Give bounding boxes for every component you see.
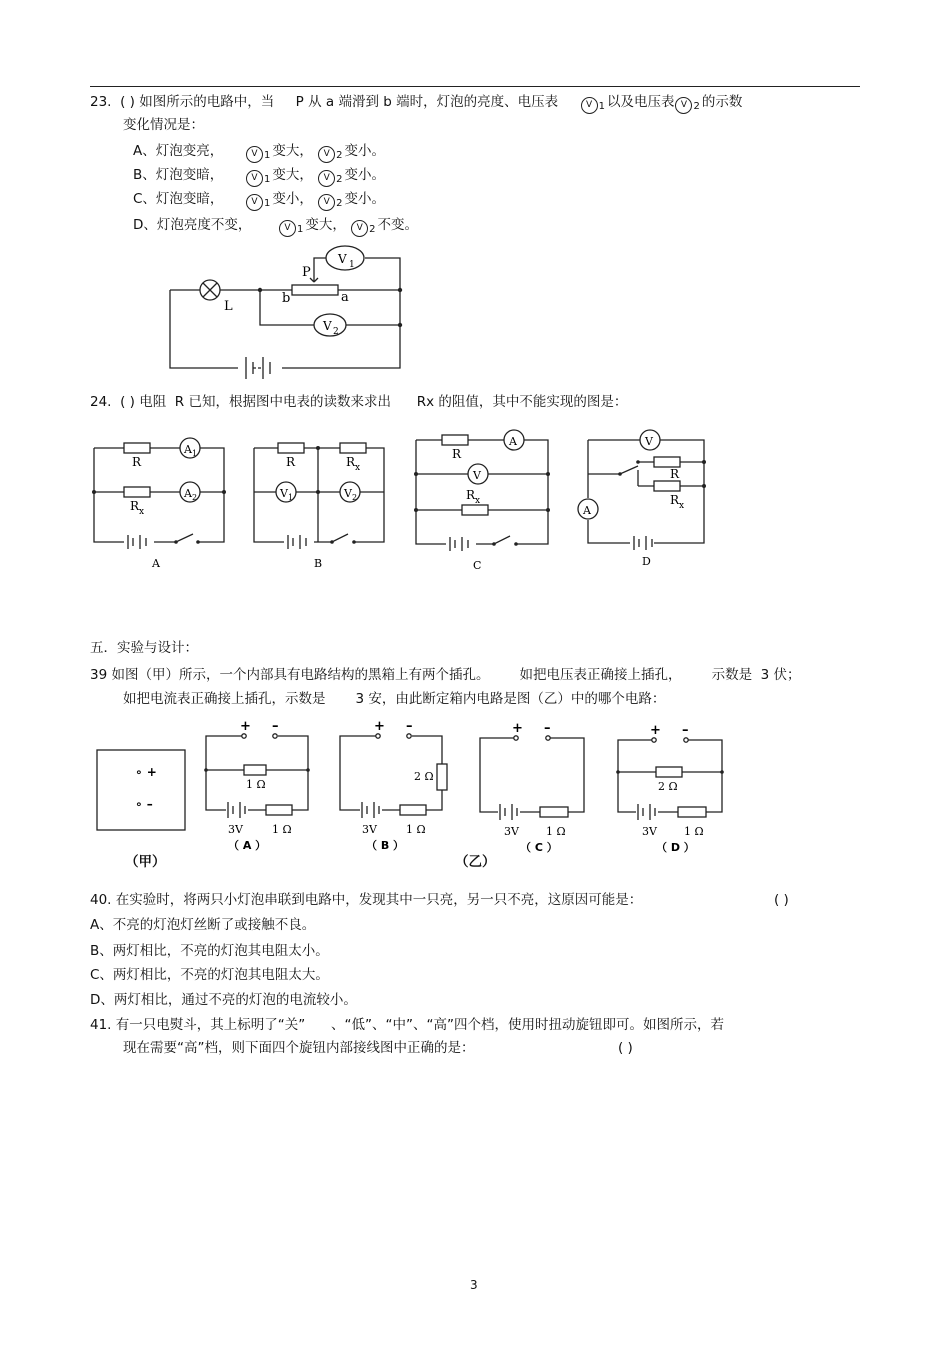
svg-text:A: A (583, 504, 591, 517)
voltmeter-icon: V (246, 194, 263, 211)
svg-text:1: 1 (349, 260, 355, 270)
minus-socket: ∘ – (135, 797, 153, 811)
q39-line2: 如把电流表正确接上插孔，示数是 3 安，由此断定箱内电路是图（乙）中的哪个电路： (123, 691, 666, 707)
svg-text:2: 2 (192, 493, 198, 502)
svg-text:R: R (670, 493, 680, 507)
v2-label: V (323, 319, 332, 333)
q23-line1: 23. ( ) 如图所示的电路中，当 P 从 a 端滑到 b 端时，灯泡的亮度、电压表 V $_1$ 以及电压表 V $_2$ 的示数 (90, 94, 743, 112)
voltmeter-icon: V (246, 170, 263, 187)
v1-label: V (338, 252, 347, 266)
caption-yi: （乙） (455, 854, 496, 870)
q24-stem: 24. ( ) 电阻 R 已知，根据图中电表的读数来求出 Rx 的阻值，其中不能实现的图是： (90, 394, 628, 410)
plus-socket: ∘ + (135, 765, 157, 779)
svg-text:+: + (650, 723, 661, 738)
end-b-label: b (282, 291, 291, 306)
q39-line1: 39 如图（甲）所示，一个内部具有电路结构的黑箱上有两个插孔。 如把电压表正确接上插孔， 示数是 3 伏； (90, 667, 801, 683)
svg-text:+: + (374, 719, 385, 734)
svg-text:R: R (670, 467, 680, 481)
svg-text:3V: 3V (228, 823, 243, 836)
voltmeter-icon: V (318, 146, 335, 163)
svg-text:+: + (512, 721, 523, 736)
svg-text:R: R (346, 455, 356, 469)
q39-circuit-b (334, 718, 452, 854)
end-a-label: a (341, 290, 349, 305)
svg-text:A: A (184, 487, 192, 500)
voltmeter-icon: V (279, 220, 296, 237)
svg-text:2: 2 (333, 327, 339, 337)
svg-text:V: V (473, 469, 481, 482)
q41-answer-paren: ( ) (618, 1040, 633, 1056)
q23-option-c: C、灯泡变暗， V $_1$ 变小， V $_2$ 变小。 (133, 191, 386, 209)
q24-figure-c (410, 426, 558, 572)
svg-text:1: 1 (288, 493, 294, 502)
q39-circuit-d (612, 722, 730, 858)
q23-option-a: A、灯泡变亮， V $_1$ 变大， V $_2$ 变小。 (133, 143, 386, 161)
svg-text:–: – (682, 723, 689, 738)
caption-c: C (473, 559, 482, 572)
q40-option-a: A、不亮的灯泡灯丝断了或接触不良。 (90, 917, 316, 933)
voltmeter-icon: V (246, 146, 263, 163)
svg-text:x: x (139, 507, 145, 517)
svg-text:1 Ω: 1 Ω (272, 823, 292, 836)
svg-text:R: R (466, 488, 476, 502)
voltmeter-icon: V (581, 97, 598, 114)
q40-answer-paren: ( ) (774, 892, 789, 908)
svg-text:x: x (475, 496, 481, 506)
voltmeter-icon: V (318, 194, 335, 211)
svg-text:1 Ω: 1 Ω (406, 823, 426, 836)
caption-d: D (642, 555, 651, 568)
voltmeter-icon: V (351, 220, 368, 237)
q24-figure-a (88, 432, 233, 572)
svg-text:R: R (130, 499, 140, 513)
svg-text:R: R (286, 455, 296, 469)
svg-text:1 Ω: 1 Ω (684, 825, 704, 838)
svg-text:–: – (272, 719, 279, 734)
slider-label: P (302, 265, 311, 280)
q24-figure-d (576, 428, 728, 574)
q23-circuit-diagram (160, 240, 420, 380)
svg-text:A: A (509, 435, 517, 448)
q39-circuit-c (474, 720, 592, 856)
section-title: 五．实验与设计： (90, 640, 198, 656)
svg-text:R: R (132, 455, 142, 469)
svg-text:3V: 3V (362, 823, 377, 836)
caption-b: B (314, 557, 323, 570)
svg-text:–: – (406, 719, 413, 734)
svg-text:3V: 3V (642, 825, 657, 838)
q40-option-b: B、两灯相比，不亮的灯泡其电阻太小。 (90, 943, 329, 959)
q40-option-d: D、两灯相比，通过不亮的灯泡的电流较小。 (90, 992, 357, 1008)
svg-text:V: V (280, 487, 288, 500)
q24-figure-b (248, 432, 393, 572)
rheostat-icon (292, 285, 338, 295)
svg-text:x: x (679, 501, 685, 511)
page-number: 3 (470, 1278, 478, 1292)
voltmeter-icon: V (318, 170, 335, 187)
q41-line2: 现在需要“高”档，则下面四个旋钮内部接线图中正确的是： (123, 1040, 475, 1056)
svg-text:A: A (184, 443, 192, 456)
caption-d: （ D ） (656, 841, 695, 854)
lamp-label: L (224, 299, 233, 314)
top-rule (90, 86, 860, 87)
svg-text:1 Ω: 1 Ω (546, 825, 566, 838)
caption-jia: （甲） (125, 854, 166, 870)
q23-option-d: D、灯泡亮度不变， V $_1$ 变大， V $_2$ 不变。 (133, 217, 419, 235)
svg-text:R: R (452, 447, 462, 461)
svg-text:2 Ω: 2 Ω (414, 770, 434, 783)
q23-option-b: B、灯泡变暗， V $_1$ 变大， V $_2$ 变小。 (133, 167, 386, 185)
svg-text:2: 2 (352, 493, 358, 502)
caption-b: （ B ） (366, 839, 405, 852)
q41-line1: 41. 有一只电熨斗，其上标明了“关” 、“低”、“中”、“高”四个档，使用时扭动旋钮即可。如图所示，若 (90, 1017, 724, 1033)
q40-stem: 40. 在实验时，将两只小灯泡串联到电路中，发现其中一只亮，另一只不亮，这原因可能是： (90, 892, 643, 908)
svg-text:3V: 3V (504, 825, 519, 838)
svg-text:1 Ω: 1 Ω (246, 778, 266, 791)
voltmeter-icon: V (675, 97, 692, 114)
caption-a: （ A ） (228, 839, 267, 852)
svg-text:V: V (645, 435, 653, 448)
q23-line2: 变化情况是： (123, 117, 204, 133)
svg-text:x: x (355, 463, 361, 473)
caption-c: （ C ） (520, 841, 558, 854)
q39-circuit-a (200, 718, 315, 854)
svg-text:2 Ω: 2 Ω (658, 780, 678, 793)
svg-text:–: – (544, 721, 551, 736)
svg-text:+: + (240, 719, 251, 734)
svg-text:1: 1 (192, 449, 198, 458)
q40-option-c: C、两灯相比，不亮的灯泡其电阻太大。 (90, 967, 329, 983)
caption-a: A (152, 557, 160, 570)
svg-text:V: V (344, 487, 352, 500)
black-box-figure (95, 748, 190, 834)
